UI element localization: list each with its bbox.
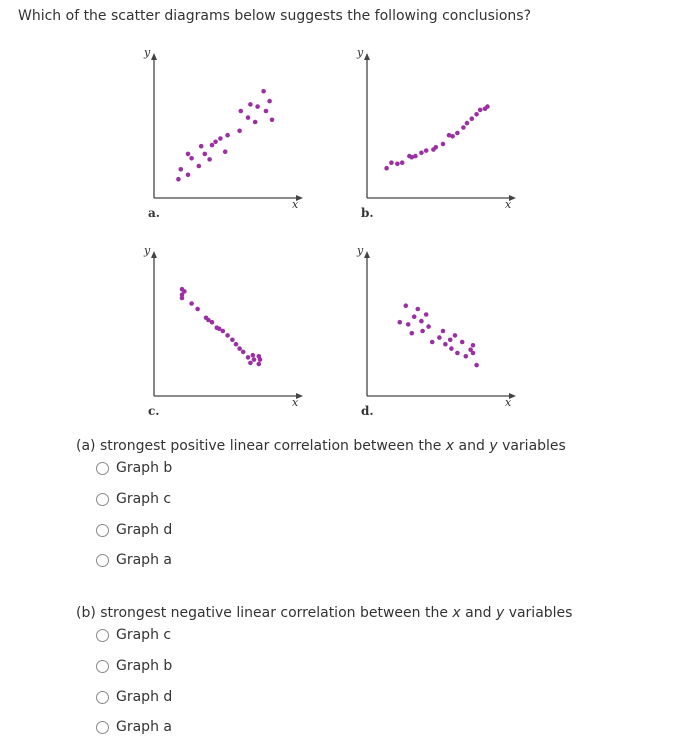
plot-label: a. [148, 206, 160, 220]
plot-label: c. [148, 404, 160, 418]
data-point [437, 335, 442, 340]
data-point [384, 166, 389, 171]
y-axis-label: y [144, 244, 151, 257]
x-axis-label: x [292, 396, 299, 409]
y-axis-arrow-icon [364, 251, 370, 258]
data-point [189, 156, 194, 161]
data-point [395, 162, 400, 167]
part-b-option-3[interactable]: Graph d [96, 689, 172, 705]
data-point [252, 357, 257, 362]
data-point [478, 108, 483, 113]
part-a-option-1[interactable]: Graph b [96, 460, 172, 476]
part-b-prompt: (b) strongest negative linear correlation between the x and y variables [76, 605, 573, 621]
radio-button[interactable] [96, 721, 109, 734]
data-point [465, 121, 470, 126]
data-point [241, 350, 246, 355]
data-point [460, 340, 465, 345]
data-point [455, 351, 460, 356]
scatter-plot-2 [353, 50, 533, 210]
data-point [406, 322, 411, 327]
data-point [267, 99, 272, 104]
data-point [221, 329, 226, 334]
data-point [450, 134, 455, 139]
radio-button[interactable] [96, 660, 109, 673]
data-point [246, 115, 251, 120]
data-point [207, 157, 212, 162]
data-point [441, 329, 446, 334]
data-point [419, 319, 424, 324]
data-point [257, 362, 262, 367]
part-b-option-1[interactable]: Graph c [96, 627, 171, 643]
part-b-option-2[interactable]: Graph b [96, 658, 172, 674]
data-point [251, 353, 256, 358]
part-a-prompt: (a) strongest positive linear correlation between the x and y variables [76, 438, 566, 454]
data-point [474, 363, 479, 368]
data-point [400, 160, 405, 165]
data-point [253, 120, 258, 125]
data-point [210, 320, 215, 325]
data-point [449, 346, 454, 351]
data-point [195, 307, 200, 312]
y-axis-arrow-icon [364, 53, 370, 60]
data-point [213, 140, 218, 145]
data-point [474, 112, 479, 117]
data-point [424, 312, 429, 317]
radio-button[interactable] [96, 554, 109, 567]
data-point [237, 129, 242, 134]
data-point [426, 324, 431, 329]
data-point [471, 351, 476, 356]
part-a-option-4[interactable]: Graph a [96, 552, 172, 568]
data-point [464, 354, 469, 359]
data-point [485, 104, 490, 109]
data-point [248, 102, 253, 107]
scatter-plot-1 [140, 50, 320, 210]
radio-button[interactable] [96, 629, 109, 642]
data-point [412, 314, 417, 319]
data-point [410, 331, 415, 336]
data-point [261, 89, 266, 94]
data-point [453, 333, 458, 338]
data-point [398, 320, 403, 325]
radio-button[interactable] [96, 691, 109, 704]
data-point [182, 289, 187, 294]
data-point [203, 152, 208, 157]
data-point [239, 109, 244, 114]
part-a-option-2[interactable]: Graph c [96, 491, 171, 507]
data-point [419, 151, 424, 156]
data-point [186, 152, 191, 157]
data-point [179, 167, 184, 172]
data-point [186, 173, 191, 178]
data-point [255, 104, 260, 109]
data-point [210, 143, 215, 148]
data-point [248, 361, 253, 366]
data-point [404, 303, 409, 308]
y-axis-label: y [144, 46, 151, 59]
data-point [430, 340, 435, 345]
x-axis-label: x [292, 198, 299, 211]
data-point [246, 355, 251, 360]
data-point [199, 144, 204, 149]
data-point [420, 329, 425, 334]
y-axis-label: y [357, 244, 364, 257]
scatter-plot-4 [353, 248, 533, 408]
scatter-plot-3 [140, 248, 320, 408]
plot-label: d. [361, 404, 374, 418]
data-point [218, 136, 223, 141]
data-point [223, 149, 228, 154]
part-a-option-3[interactable]: Graph d [96, 522, 172, 538]
data-point [416, 307, 421, 312]
radio-button[interactable] [96, 493, 109, 506]
data-point [197, 164, 202, 169]
plot-label: b. [361, 206, 374, 220]
data-point [258, 357, 263, 362]
data-point [225, 333, 230, 338]
data-point [230, 338, 235, 343]
data-point [471, 343, 476, 348]
radio-button[interactable] [96, 524, 109, 537]
data-point [455, 131, 460, 136]
data-point [180, 296, 185, 301]
x-axis-label: x [505, 396, 512, 409]
data-point [434, 145, 439, 150]
y-axis-label: y [357, 46, 364, 59]
data-point [448, 338, 453, 343]
question-intro: Which of the scatter diagrams below suggests the following conclusions? [18, 8, 532, 24]
data-point [270, 118, 275, 123]
radio-button[interactable] [96, 462, 109, 475]
data-point [234, 342, 239, 347]
x-axis-label: x [505, 198, 512, 211]
data-point [424, 148, 429, 153]
part-b-option-4[interactable]: Graph a [96, 719, 172, 735]
data-point [176, 177, 181, 182]
data-point [264, 109, 269, 114]
data-point [237, 346, 242, 351]
data-point [441, 142, 446, 147]
y-axis-arrow-icon [151, 53, 157, 60]
data-point [470, 116, 475, 121]
data-point [461, 125, 466, 130]
data-point [189, 301, 194, 306]
data-point [443, 342, 448, 347]
data-point [389, 160, 394, 165]
data-point [413, 154, 418, 159]
y-axis-arrow-icon [151, 251, 157, 258]
data-point [225, 133, 230, 138]
